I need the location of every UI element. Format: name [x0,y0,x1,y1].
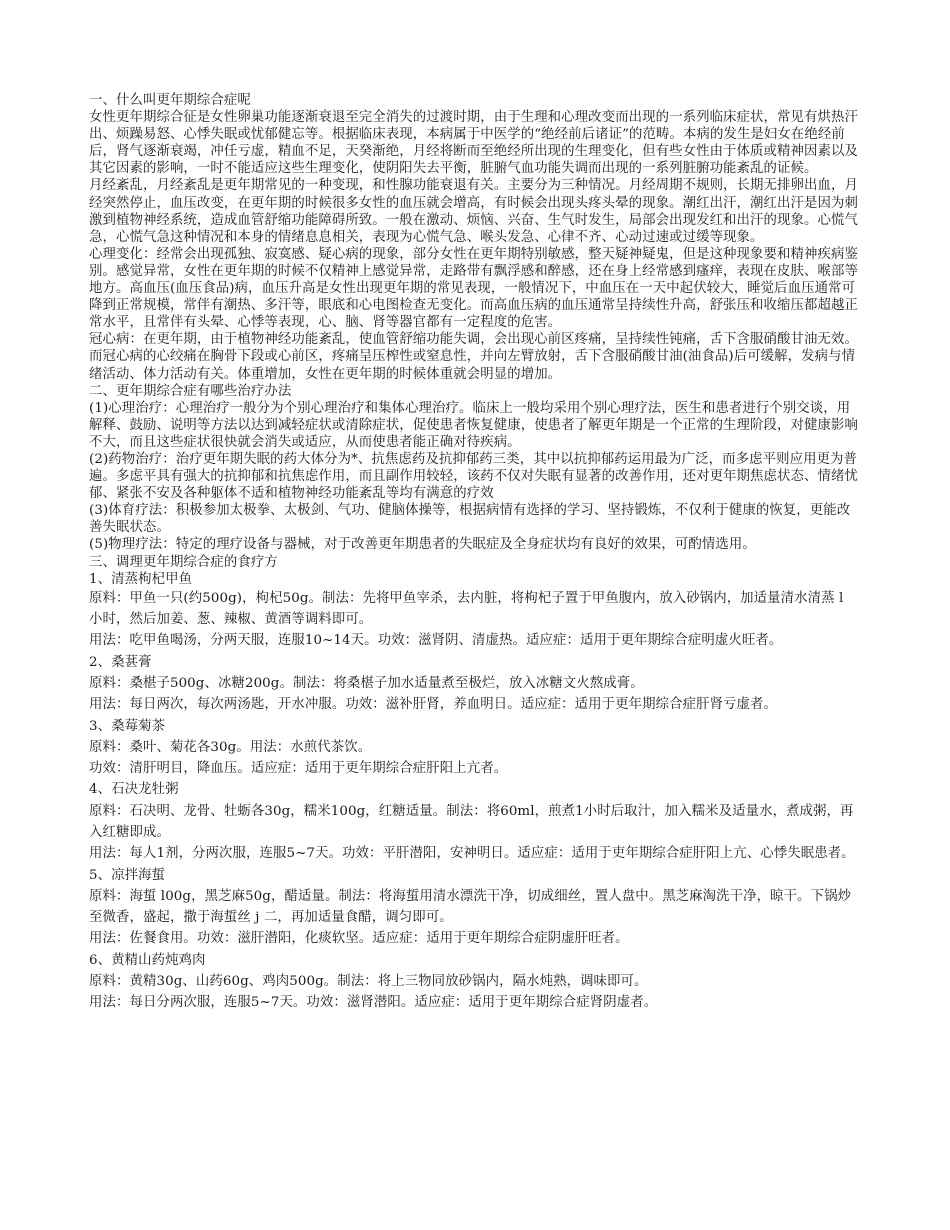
recipe-title: 6、黄精山药炖鸡肉 [89,952,206,968]
recipe-ingredients: 原料：黄精30g、山药60g、鸡肉500g。制法：将上三物同放砂锅内，隔水炖熟，调味即可。 [89,974,648,990]
recipe-usage: 用法：每日分两次服，连服5~7天。功效：滋肾潜阳。适应症：适用于更年期综合症肾阴虚者。 [89,995,658,1011]
recipe-title: 4、石决龙牡粥 [89,782,179,798]
paragraph: (1)心理治疗：心理治疗一般分为个别心理治疗和集体心理治疗。临床上一般均采用个别心理疗法，医生和患者进行个别交谈，用解释、鼓励、说明等方法以达到减轻症状或清除症状，促使患者恢复健康，使患者了解更年期是一个正常的生理阶段，对健康影响不大，而且这些症状很快就会消失或适应，从而使患者能正确对待疾病。 [89,400,858,450]
recipe-ingredients: 原料：桑椹子500g、冰糖200g。制法：将桑椹子加水适量煮至极烂，放入冰糖文火熬成膏。 [89,675,644,691]
recipe-ingredients: 原料：甲鱼一只(约500g)，枸杞50g。制法：先将甲鱼宰杀，去内脏，将枸杞子置于甲鱼腹内，放入砂锅内，加适量清水清蒸 l 小时，然后加姜、葱、辣椒、黄酒等调料即可。 [89,590,844,628]
paragraph: (2)药物治疗：治疗更年期失眠的药大体分为*、抗焦虑药及抗抑郁药三类，其中以抗抑郁药运用最为广泛，而多虑平则应用更为普遍。多虑平具有强大的抗抑郁和抗焦虑作用，而且副作用较轻，该药不仅对失眠有显著的改善作用，还对更年期焦虑状态、情绪忧郁、紧张不安及各种躯体不适和植物神经功能紊乱等均有满意的疗效 [89,451,858,502]
recipe-title: 3、桑莓菊茶 [89,718,166,734]
recipe-usage: 功效：清肝明目，降血压。适应症：适用于更年期综合症肝阳上亢者。 [89,761,508,777]
paragraph: 心理变化：经常会出现孤独、寂寞感、疑心病的现象，部分女性在更年期特别敏感，整天疑神疑鬼，但是这种现象要和精神疾病鉴别。感觉异常，女性在更年期的时候不仅精神上感觉异常，走路带有飘浮感和醉感，还在身上经常感到瘙痒，表现在皮肤、喉部等地方。高血压(血压食品)病，血压升高是女性出现更年期的常见表现，一般情况下，中血压在一天中起伏较大，睡觉后血压通常可降到正常规模，常伴有潮热、多汗等，眼底和心电图检查无变化。而高血压病的血压通常呈持续性升高，舒张压和收缩压都超越正常水平，且常伴有头晕、心悸等表现，心、脑、肾等器官都有一定程度的危害。 [89,246,858,331]
recipe-ingredients: 原料：海蜇 l00g，黑芝麻50g，醋适量。制法：将海蜇用清水漂洗干净，切成细丝，置人盘中。黑芝麻淘洗干净，晾干。下锅炒至微香，盛起，撒于海蜇丝 j 二，再加适量食醋，调匀即可。 [89,888,852,926]
section-heading: 一、什么叫更年期综合症呢 [89,93,251,108]
paragraph: 月经紊乱，月经紊乱是更年期常见的一种变现，和性腺功能衰退有关。主要分为三种情况。月经周期不规则，长期无排卵出血，月经突然停止，血压改变，在更年期的时候很多女性的血压就会增高，有时候会出现头疼头晕的现象。潮红出汗，潮红出汗是因为刺激到植物神经系统，造成血管舒缩功能障碍所致。一般在激动、烦恼、兴奋、生气时发生，局部会出现发红和出汗的现象。心慌气急，心慌气急这种情况和本身的情绪息息相关，表现为心慌气急、喉头发急、心律不齐、心动过速或过缓等现象。 [89,178,858,245]
paragraph: 女性更年期综合征是女性卵巢功能逐渐衰退至完全消失的过渡时期，由于生理和心理改变而出现的一系列临床症状，常见有烘热汗出、烦躁易怒、心悸失眠或忧郁健忘等。根据临床表现，本病属于中医学的“绝经前后诸证”的范畴。本病的发生是妇女在绝经前后，肾气逐渐衰竭，冲任亏虚，精血不足，天癸渐绝，月经将断而至绝经所出现的生理变化，但有些女性由于体质或精神因素以及其它因素的影响，一时不能适应这些生理变化，使阴阳失去平衡，脏腑气血功能失调而出现的一系列脏腑功能紊乱的证候。 [89,110,858,177]
paragraph: (3)体育疗法：积极参加太极拳、太极剑、气功、健脑体操等，根据病情有选择的学习、坚持锻炼，不仅利于健康的恢复，更能改善失眠状态。 [89,503,851,536]
recipe-title: 2、桑葚膏 [89,654,152,670]
recipe-ingredients: 原料：桑叶、菊花各30g。用法：水煎代茶饮。 [89,739,372,755]
section-heading: 二、更年期综合症有哪些治疗办法 [89,383,292,399]
paragraph: 冠心病：在更年期，由于植物神经功能紊乱，使血管舒缩功能失调，会出现心前区疼痛，呈持续性钝痛，舌下含服硝酸甘油无效。而冠心病的心绞痛在胸骨下段或心前区，疼痛呈压榨性或窒息性，并向左臂放射，舌下含服硝酸甘油(油食品)后可缓解，发病与情绪活动、体力活动有关。体重增加，女性在更年期的时候体重就会明显的增加。 [89,332,858,382]
recipe-title: 1、清蒸枸杞甲鱼 [89,571,193,587]
paragraph: (5)物理疗法：特定的理疗设备与器械，对于改善更年期患者的失眠症及全身症状均有良好的效果，可酌情选用。 [89,537,756,553]
recipe-usage: 用法：每人1剂，分两次服，连服5~7天。功效：平肝潜阳，安神明日。适应症：适用于吏年期综合症肝阳上亢、心悸失眠患者。 [89,846,855,862]
recipe-title: 5、凉拌海蜇 [89,867,166,883]
recipe-ingredients: 原料：石决明、龙骨、牡蛎各30g，糯米100g，红糖适量。制法：将60ml，煎煮1小时后取汁，加入糯米及适量水，煮成粥，再入红糖即成。 [89,803,854,840]
recipe-usage: 用法：每日两次，每次两汤匙，开水冲服。功效：滋补肝肾，养血明日。适应症：适用于更年期综合症肝肾亏虚者。 [89,697,778,713]
document-body [89,92,861,1014]
section-heading: 三、调理更年期综合症的食疗方 [89,554,278,570]
recipe-usage: 用法：佐餐食用。功效：滋肝潜阳，化痰软坚。适应症：适用于更年期综合症阴虚肝旺者。 [89,931,629,947]
recipe-usage: 用法：吃甲鱼喝汤，分两天服，连服10~14天。功效：滋肾阴、清虚热。适应症：适用于更年期综合症明虚火旺者。 [89,633,783,649]
